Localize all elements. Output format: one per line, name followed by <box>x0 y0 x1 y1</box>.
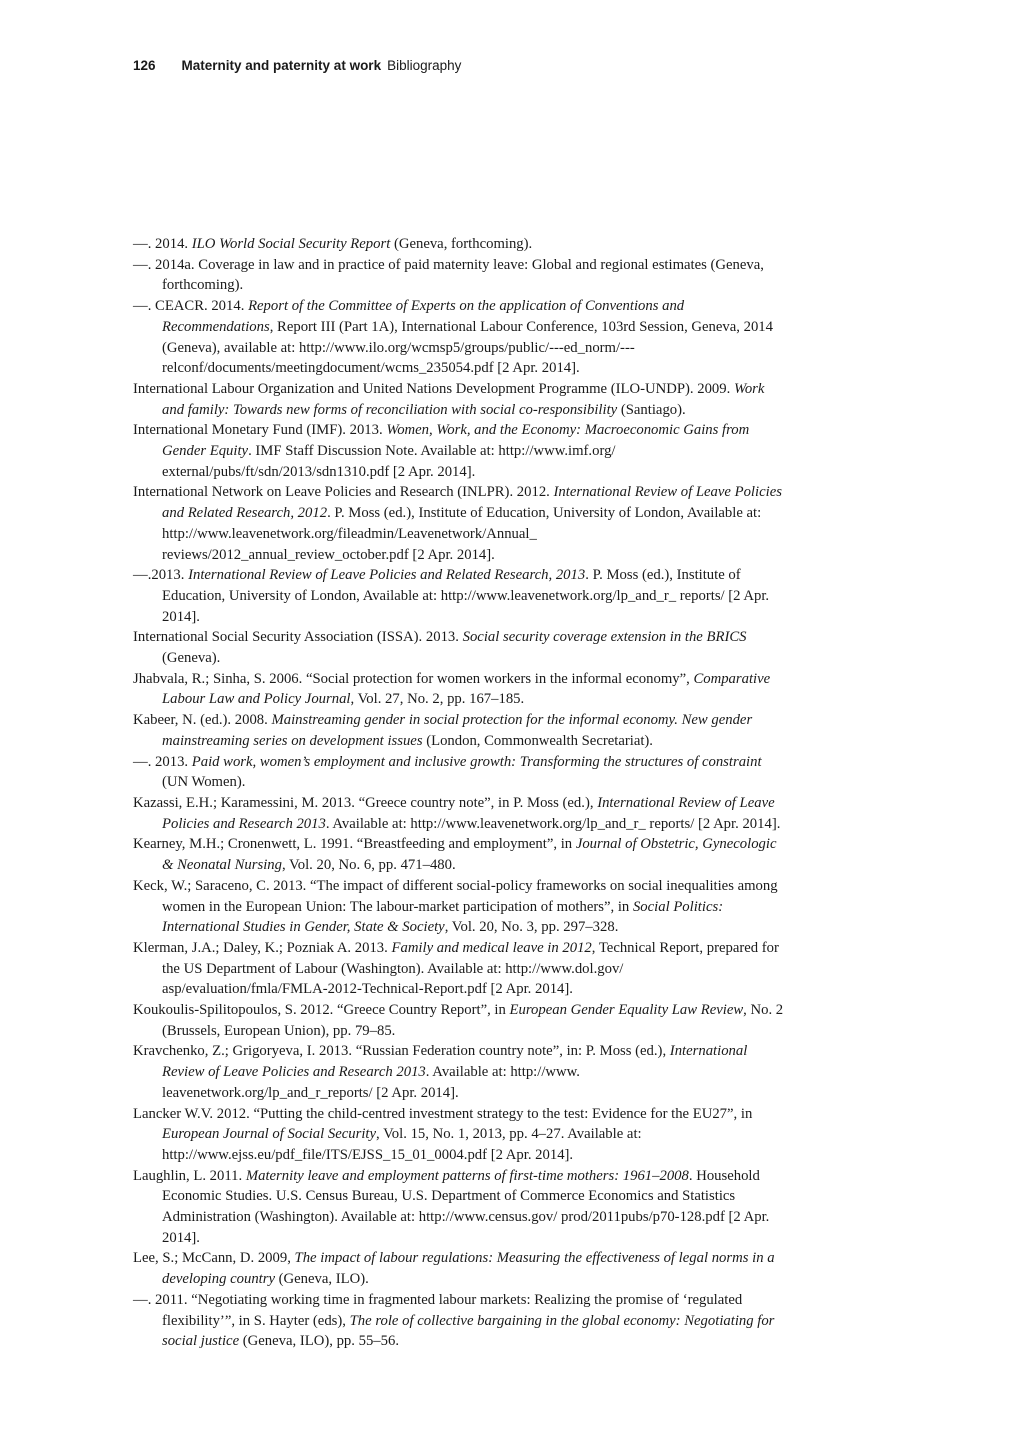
reference-text: , Vol. 15, No. 1, 2013, pp. 4–27. Available at: http://www.ejss.eu/pdf_file/ITS/EJSS_15_01_0004.pdf [2 Apr. 2014]. <box>162 1126 642 1163</box>
reference-entry <box>133 1248 785 1289</box>
reference-text: Kazassi, E.H.; Karamessini, M. 2013. “Greece country note”, in P. Moss (ed.), <box>133 794 598 811</box>
reference-title: Journal of Obstetric, Gynecologic & Neonatal Nursing <box>162 836 777 874</box>
reference-text: . P. Moss (ed.), Institute of Education, University of London, Available at: http://www.leavenetwork.org/fileadmin/Leavenetwork/Annual_ reviews/2012_annual_review_october.pdf [2 Apr. 2014]. <box>162 505 762 563</box>
reference-text: —. CEACR. 2014. <box>133 298 249 315</box>
reference-title: International Review of Leave Policies and Related Research, 2013 <box>188 567 586 584</box>
reference-text: International Network on Leave Policies and Research (INLPR). 2012. <box>133 484 554 501</box>
reference-text: (Geneva, ILO). <box>274 1271 369 1288</box>
reference-entry <box>133 420 785 482</box>
reference-text: . Available at: http://www. leavenetwork.org/lp_and_r_reports/ [2 Apr. 2014]. <box>162 1064 580 1101</box>
reference-entry <box>133 793 785 834</box>
reference-text: Keck, W.; Saraceno, C. 2013. “The impact of different social-policy frameworks on social inequalities among women in the European Union: The labour-market participation of mothers”, in <box>133 877 778 915</box>
reference-text: International Social Security Association (ISSA). 2013. <box>133 629 463 646</box>
reference-text: —. 2011. “Negotiating working time in fragmented labour markets: Realizing the promise of ‘regulated flexibility’”, in S. Hayter (eds), <box>133 1291 743 1329</box>
reference-entry <box>133 669 785 710</box>
reference-title: Report of the Committee of Experts on the application of Conventions and Recommendations <box>162 298 685 335</box>
running-header <box>133 58 461 73</box>
reference-title: Paid work, women’s employment and inclusive growth: Transforming the structures of constraint <box>191 753 762 770</box>
reference-entry <box>133 296 785 379</box>
reference-entry <box>133 565 785 627</box>
reference-title: Family and medical leave in 2012 <box>391 939 592 956</box>
reference-entry <box>133 1290 785 1352</box>
reference-entry <box>133 255 785 296</box>
reference-text: Klerman, J.A.; Daley, K.; Pozniak A. 2013. <box>133 939 392 956</box>
reference-text: (Geneva, forthcoming). <box>390 236 533 252</box>
reference-text: (UN Women). <box>162 774 246 791</box>
reference-entry <box>133 482 785 565</box>
bibliography-list <box>133 234 785 1352</box>
reference-entry <box>133 1104 785 1166</box>
reference-text: International Labour Organization and United Nations Development Programme (ILO-UNDP). 2009. <box>133 380 734 397</box>
reference-entry <box>133 710 785 751</box>
page-number: 126 <box>133 58 156 73</box>
reference-title: Social Politics: International Studies in Gender, State & Society <box>162 898 724 936</box>
reference-text: (Geneva, ILO), pp. 55–56. <box>239 1333 399 1350</box>
reference-title: European Gender Equality Law Review <box>509 1002 744 1019</box>
reference-title: Comparative Labour Law and Policy Journal <box>162 670 771 708</box>
reference-text: Kabeer, N. (ed.). 2008. <box>133 712 272 729</box>
reference-entry <box>133 938 785 1000</box>
reference-title: ILO World Social Security Report <box>191 236 391 252</box>
reference-text: , Vol. 20, No. 3, pp. 297–328. <box>444 919 619 936</box>
reference-text: , Report III (Part 1A), International Labour Conference, 103rd Session, Geneva, 2014 (Geneva), available at: http://www.ilo.org/wcmsp5/groups/public/---ed_norm/---relconf/documents/meetingdocument/wcms_235054.pdf [2 Apr. 2014]. <box>162 318 773 377</box>
reference-entry <box>133 834 785 875</box>
reference-text: Laughlin, L. 2011. <box>133 1167 246 1184</box>
reference-text: Jhabvala, R.; Sinha, S. 2006. “Social protection for women workers in the informal economy”, <box>133 670 694 687</box>
reference-title: International Review of Leave Policies and Research 2013 <box>162 794 775 832</box>
reference-entry <box>133 752 785 793</box>
reference-entry <box>133 234 785 255</box>
reference-entry <box>133 876 785 938</box>
reference-title: Maternity leave and employment patterns of first-time mothers: 1961–2008 <box>245 1167 689 1184</box>
reference-text: —.2013. <box>133 567 189 584</box>
reference-text: . Household Economic Studies. U.S. Census Bureau, U.S. Department of Commerce Economics and Statistics Administration (Washington). Available at: http://www.census.gov/ prod/2011pubs/p70-128.pdf [2 Apr. 2014]. <box>162 1167 770 1246</box>
reference-text: Koukoulis-Spilitopoulos, S. 2012. “Greece Country Report”, in <box>133 1002 510 1019</box>
reference-title: Mainstreaming gender in social protection for the informal economy. New gender mainstreaming series on development issues <box>162 712 753 749</box>
reference-title: International Review of Leave Policies and Research 2013 <box>162 1043 748 1081</box>
reference-entry <box>133 1000 785 1041</box>
reference-title: Social security coverage extension in the BRICS <box>462 629 747 646</box>
reference-text: International Monetary Fund (IMF). 2013. <box>133 422 387 439</box>
reference-text: , Technical Report, prepared for the US Department of Labour (Washington). Available at: http://www.dol.gov/ asp/evaluation/fmla/FMLA-2012-Technical-Report.pdf [2 Apr. 2014]. <box>162 939 779 998</box>
reference-text: (London, Commonwealth Secretariat). <box>422 732 653 749</box>
reference-entry <box>133 1041 785 1103</box>
reference-text: —. 2014a. Coverage in law and in practice of paid maternity leave: Global and regional estimates (Geneva, forthcoming). <box>133 256 764 294</box>
reference-text: Lancker W.V. 2012. “Putting the child-centred investment strategy to the test: Evidence for the EU27”, in <box>133 1105 753 1122</box>
reference-text: . Available at: http://www.leavenetwork.org/lp_and_r_ reports/ [2 Apr. 2014]. <box>325 815 781 832</box>
reference-text: —. 2014. <box>133 236 192 252</box>
reference-entry <box>133 379 785 420</box>
section-title: Bibliography <box>387 58 462 73</box>
reference-entry <box>133 1166 785 1249</box>
reference-text: (Geneva). <box>162 650 221 667</box>
reference-text: , No. 2 (Brussels, European Union), pp. 79–85. <box>162 1002 784 1039</box>
reference-title: Women, Work, and the Economy: Macroeconomic Gains from Gender Equity <box>162 422 750 460</box>
reference-text: —. 2013. <box>133 753 192 770</box>
reference-text: Kearney, M.H.; Cronenwett, L. 1991. “Breastfeeding and employment”, in <box>133 836 576 853</box>
reference-title: International Review of Leave Policies and Related Research, 2012 <box>162 484 782 522</box>
reference-entry <box>133 627 785 668</box>
reference-text: . IMF Staff Discussion Note. Available at: http://www.imf.org/ external/pubs/ft/sdn/2013/sdn1310.pdf [2 Apr. 2014]. <box>162 443 616 480</box>
reference-title: European Journal of Social Security <box>162 1126 377 1143</box>
reference-text: Kravchenko, Z.; Grigoryeva, I. 2013. “Russian Federation country note”, in: P. Moss (ed.), <box>133 1043 670 1060</box>
reference-text: . P. Moss (ed.), Institute of Education, University of London, Available at: http://www.leavenetwork.org/lp_and_r_ reports/ [2 Apr. 2014]. <box>162 567 770 625</box>
reference-text: Lee, S.; McCann, D. 2009, <box>133 1250 295 1267</box>
reference-text: , Vol. 20, No. 6, pp. 471–480. <box>281 857 456 874</box>
reference-title: The impact of labour regulations: Measuring the effectiveness of legal norms in a developing country <box>162 1250 775 1288</box>
reference-text: (Santiago). <box>617 401 686 418</box>
reference-title: The role of collective bargaining in the global economy: Negotiating for social justice <box>162 1312 775 1350</box>
reference-text: , Vol. 27, No. 2, pp. 167–185. <box>350 691 525 708</box>
book-title: Maternity and paternity at work <box>181 58 382 73</box>
reference-title: Work and family: Towards new forms of reconciliation with social co-responsibility <box>162 380 765 418</box>
